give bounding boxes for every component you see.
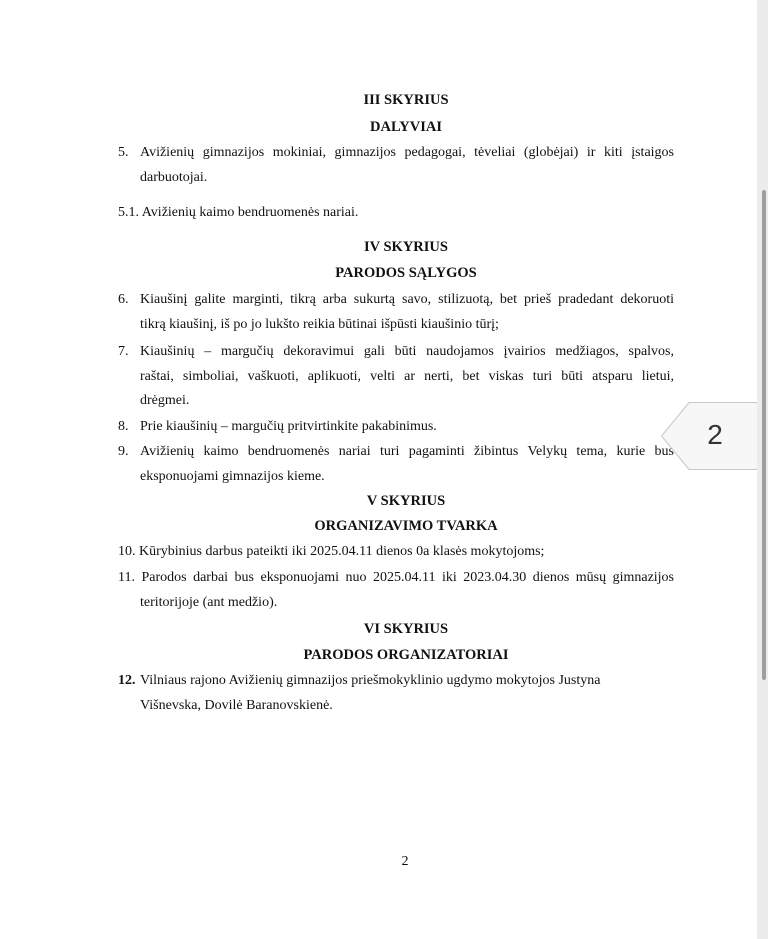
item-text-line: eksponuojami gimnazijos kieme. [140,469,325,484]
item-text-line: Avižienių kaimo bendruomenės nariai turi pagaminti žibintus Velykų tema, kurie bus [140,444,674,459]
item-line [118,542,544,562]
item-text-line: Vilniaus rajono Avižienių gimnazijos priešmokyklinio ugdymo mokytojos Justyna [140,673,601,688]
item-text-line: tikrą kiaušinį, iš po jo lukšto reikia būtinai išpūsti kiaušinio tūrį; [140,317,499,332]
item-number: 6. [118,292,129,307]
item-number: 11. [118,570,135,585]
chapter-title: PARODOS ORGANIZATORIAI [303,647,509,663]
item-line [118,568,674,588]
item-text-line: Prie kiaušinių – margučių pritvirtinkite pakabinimus. [140,419,437,434]
item-text-line: Parodos darbai bus eksponuojami nuo 2025.04.11 iki 2023.04.30 dienos mūsų gimnazijos [141,570,675,585]
chapter-heading: VI SKYRIUS [363,621,449,637]
item-text-line: Kiaušinių – margučių dekoravimui gali būti naudojamos įvairios medžiagos, spalvos, [140,344,674,359]
item-number: 8. [118,419,129,434]
subitem-text: 5.1. Avižienių kaimo bendruomenės nariai. [118,205,359,220]
item-text-line: raštai, simboliai, vaškuoti, aplikuoti, velti ar nerti, bet viskas turi būti atsparu lietui, [140,369,674,384]
item-text-line: darbuotojai. [140,170,208,185]
chapter-title: ORGANIZAVIMO TVARKA [314,518,498,534]
chapter-heading: III SKYRIUS [363,92,449,108]
page-number: 2 [401,854,409,869]
item-text-line: Višnevska, Dovilė Baranovskienė. [140,698,333,713]
chapter-heading: V SKYRIUS [366,493,446,509]
item-number: 5. [118,145,129,160]
chapter-title: DALYVIAI [370,119,442,135]
item-number: 12. [118,673,136,688]
item-number: 9. [118,444,129,459]
scrollbar-thumb[interactable] [762,190,766,680]
item-number: 7. [118,344,129,359]
item-text-line: drėgmei. [140,393,190,408]
page-indicator-badge [661,402,761,470]
item-text-line: Kūrybinius darbus pateikti iki 2025.04.11 dienos 0a klasės mokytojoms; [139,544,545,559]
item-text-line: teritorijoje (ant medžio). [140,595,278,610]
item-text-line: Kiaušinį galite marginti, tikrą arba sukurtą savo, stilizuotą, bet prieš pradedant dekoruoti [140,292,674,307]
chapter-heading: IV SKYRIUS [364,239,448,255]
item-text-line: Avižienių gimnazijos mokiniai, gimnazijos pedagogai, tėveliai (globėjai) ir kiti įstaigos [140,145,674,160]
chapter-title: PARODOS SĄLYGOS [335,265,477,281]
item-number: 10. [118,544,136,559]
page-indicator-text: 2 [707,419,723,450]
